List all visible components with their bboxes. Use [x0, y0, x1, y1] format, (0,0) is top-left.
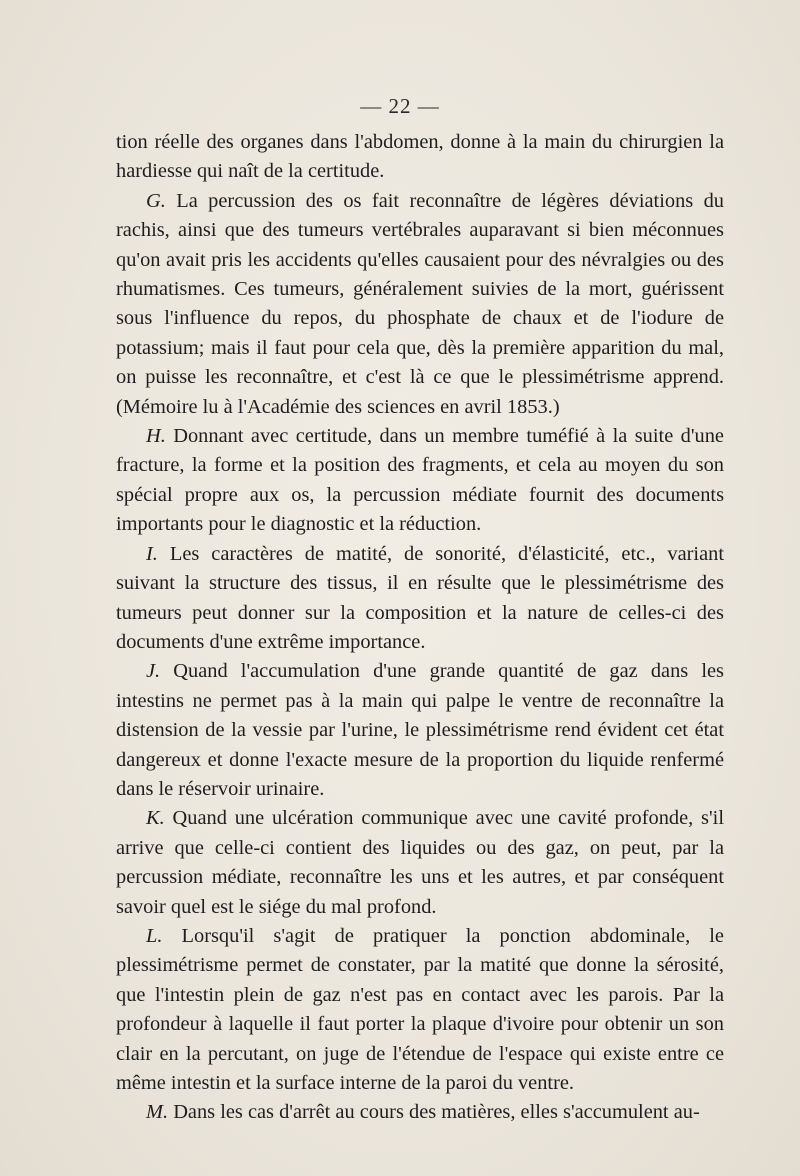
body-text: [116, 128, 724, 1128]
paragraph-letter: H.: [146, 425, 166, 448]
paragraph-text: tion réelle des organes dans l'abdomen, donne à la main du chirurgien la hardiesse qui naît de la certitude.: [116, 131, 724, 183]
paragraph-h: [116, 422, 724, 540]
paragraph-j: [116, 657, 724, 804]
paragraph-text: Dans les cas d'arrêt au cours des matières, elles s'accumulent au-: [173, 1101, 700, 1124]
paragraph-l: [116, 922, 724, 1098]
paragraph-g: [116, 187, 724, 422]
paragraph-text: Lorsqu'il s'agit de pratiquer la ponction abdominale, le plessimétrisme permet de constater, par la matité que donne la sérosité, que l'intestin plein de gaz n'est pas en contact avec les parois. Par la profondeur à laquelle il faut porter la plaque d'ivoire pour obtenir un son clair en la percutant, on juge de l'étendue de l'espace qui existe entre ce même intestin et la surface interne de la paroi du ventre.: [116, 924, 724, 1094]
paragraph-letter: K.: [146, 807, 165, 830]
paragraph-k: [116, 804, 724, 922]
paragraph-continuation: [116, 128, 724, 187]
paragraph-m: [116, 1098, 724, 1127]
paragraph-text: Quand une ulcération communique avec une cavité profonde, s'il arrive que celle-ci contient des liquides ou des gaz, on peut, par la percussion médiate, reconnaître les uns et les autres, et par conséquent savoir quel est le siége du mal profond.: [116, 807, 724, 918]
paragraph-text: Donnant avec certitude, dans un membre tuméfié à la suite d'une fracture, la forme et la position des fragments, et cela au moyen du son spécial propre aux os, la percussion médiate fournit des documents importants pour le diagnostic et la réduction.: [116, 425, 724, 536]
paragraph-i: [116, 540, 724, 658]
paragraph-letter: J.: [146, 660, 161, 683]
paragraph-letter: M.: [146, 1101, 169, 1124]
paragraph-letter: I.: [146, 542, 158, 565]
paragraph-letter: G.: [146, 189, 166, 212]
paragraph-text: La percussion des os fait reconnaître de légères déviations du rachis, ainsi que des tumeurs vertébrales auparavant si bien méconnues qu'on avait pris les accidents qu'elles causaient pour des névralgies ou des rhumatismes. Ces tumeurs, généralement suivies de la mort, guérissent sous l'influence du repos, du phosphate de chaux et de l'iodure de potassium; mais il faut pour cela que, dès la première apparition du mal, on puisse les reconnaître, et c'est là ce que le plessimétrisme apprend. (Mémoire lu à l'Académie des sciences en avril 1853.): [116, 189, 724, 418]
page-number: — 22 —: [360, 94, 440, 118]
paragraph-text: Quand l'accumulation d'une grande quantité de gaz dans les intestins ne permet pas à la main qui palpe le ventre de reconnaître la distension de la vessie par l'urine, le plessimétrisme rend évident cet état dangereux et donne l'exacte mesure de la proportion du liquide renfermé dans le réservoir urinaire.: [116, 660, 724, 800]
paragraph-text: Les caractères de matité, de sonorité, d'élasticité, etc., variant suivant la structure des tissus, il en résulte que le plessimétrisme des tumeurs peut donner sur la composition et la nature de celles-ci des documents d'une extrême importance.: [116, 542, 724, 653]
paragraph-letter: L.: [146, 924, 163, 947]
